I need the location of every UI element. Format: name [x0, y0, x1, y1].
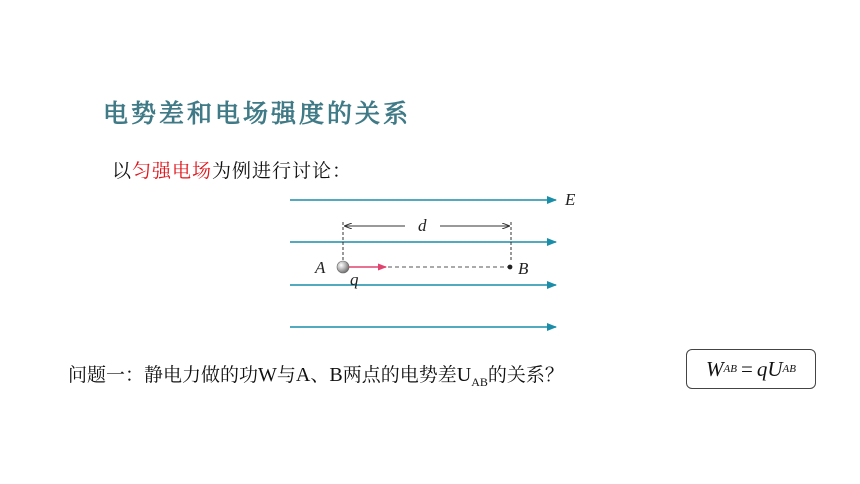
- distance-label-d: d: [418, 216, 427, 235]
- intro-prefix: 以: [112, 160, 133, 182]
- question-u-sub: AB: [471, 374, 488, 389]
- question-part2: 与: [276, 364, 296, 386]
- point-b-dot: [508, 265, 513, 270]
- point-a-label: A: [315, 258, 326, 277]
- question-a: A: [295, 364, 311, 386]
- question-part3: 两点的电势差: [342, 364, 457, 386]
- formula-rhs: qU: [756, 356, 783, 381]
- question-u: U: [456, 364, 472, 386]
- intro-highlight: 匀强电场: [132, 160, 213, 182]
- point-b-label: B: [518, 259, 529, 278]
- charge-label-q: q: [350, 270, 359, 289]
- question-one: [68, 360, 564, 390]
- field-label-e: E: [565, 190, 576, 209]
- intro-suffix: 为例进行讨论：: [212, 160, 353, 182]
- formula-equals: =: [740, 356, 753, 381]
- formula-box: [686, 349, 816, 389]
- question-part1: 问题一：静电力做的功: [68, 364, 259, 386]
- question-w: W: [258, 364, 277, 386]
- question-part4: 的关系？: [487, 364, 564, 386]
- charge-ball: [337, 261, 349, 273]
- question-b: B: [329, 364, 343, 386]
- page-title: 电势差和电场强度的关系: [103, 99, 412, 128]
- formula-lhs-sub: AB: [723, 363, 737, 375]
- question-sep: 、: [310, 364, 330, 386]
- formula-lhs: W: [706, 356, 724, 381]
- formula-rhs-sub: AB: [782, 363, 796, 375]
